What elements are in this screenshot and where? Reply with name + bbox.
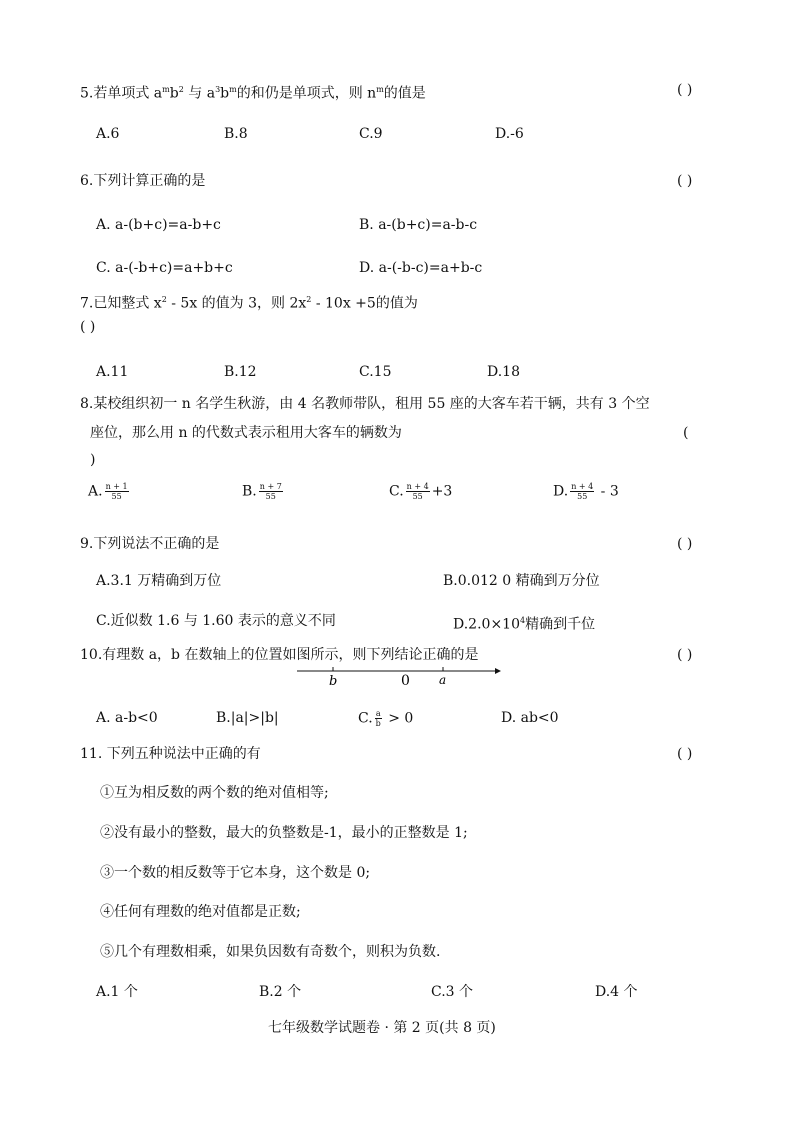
q5-option-b: B.8 <box>224 126 248 142</box>
q9-stem: 9.下列说法不正确的是 <box>80 536 220 552</box>
q6-option-d: D. a-(-b-c)=a+b-c <box>359 260 483 276</box>
q11-statement: ①互为相反数的两个数的绝对值相等; <box>100 785 329 801</box>
q9-answer-paren: ( ) <box>677 536 693 552</box>
q5-answer-paren: ( ) <box>677 82 693 98</box>
q7-option-b: B.12 <box>224 364 257 380</box>
q5-stem: 5.若单项式 $a^mb^2$ 与 $a^3b^m$的和仍是单项式，则 $n^m$的值是 <box>80 85 426 102</box>
q7-stem: 7.已知整式 $x^2 - 5x$ 的值为 3，则 $2x^2 - 10x +5$的值为 <box>80 295 418 312</box>
q9-option-b: B.0.012 0 精确到万分位 <box>443 573 600 589</box>
q8-paren-open: ( <box>683 425 689 441</box>
q7-option-c: C.15 <box>359 364 392 380</box>
q8-option-d: D. $\frac{n + 4}{55}$ - 3 <box>553 482 619 501</box>
q10-option-a: A. a-b<0 <box>96 710 158 726</box>
q7-option-d: D.18 <box>487 364 520 380</box>
q10-stem: 10.有理数 a，b 在数轴上的位置如图所示，则下列结论正确的是 <box>80 647 479 663</box>
q5-option-d: D.-6 <box>495 126 524 142</box>
label-a: a <box>439 673 447 687</box>
q9-option-a: A.3.1 万精确到万位 <box>96 573 222 589</box>
q8-option-c: C. $\frac{n + 4}{55}$ +3 <box>389 482 453 501</box>
q11-option-c: C.3 个 <box>431 984 474 1000</box>
q7-answer-paren: ( ) <box>80 319 96 335</box>
q10-option-d: D. ab<0 <box>501 710 559 726</box>
q11-statement: ③一个数的相反数等于它本身，这个数是 0; <box>100 865 371 881</box>
q11-option-b: B.2 个 <box>259 984 302 1000</box>
q9-option-d: $D.2.0\times 10^4$精确到千位 <box>453 616 596 633</box>
number-line-figure <box>295 664 505 688</box>
label-b: b <box>329 674 338 688</box>
q8-option-a: A. $\frac{n + 1}{55}$ <box>88 482 128 501</box>
q8-stem-line2: 座位，那么用 n 的代数式表示租用大客车的辆数为 <box>90 425 402 441</box>
q6-option-a: A. a-(b+c)=a-b+c <box>96 217 221 233</box>
q11-statement: ②没有最小的整数，最大的负整数是-1，最小的正整数是 1; <box>100 825 468 841</box>
number-line-arrow-icon <box>495 668 501 674</box>
q6-answer-paren: ( ) <box>677 173 693 189</box>
label-zero: 0 <box>401 673 410 688</box>
q8-paren-close: ) <box>90 452 96 468</box>
q8-stem-line1: 8.某校组织初一 n 名学生秋游，由 4 名教师带队，租用 55 座的大客车若干辆，共有 3 个空 <box>80 396 650 412</box>
q11-answer-paren: ( ) <box>677 746 693 762</box>
q5-option-a: A.6 <box>96 126 120 142</box>
q11-statement: ④任何有理数的绝对值都是正数; <box>100 904 301 920</box>
q10-answer-paren: ( ) <box>677 647 693 663</box>
q11-option-d: D.4 个 <box>595 984 638 1000</box>
q11-statement: ⑤几个有理数相乘，如果负因数有奇数个，则积为负数. <box>100 944 441 960</box>
page-footer: 七年级数学试题卷 · 第 2 页(共 8 页) <box>268 1020 496 1036</box>
q8-option-b: B. $\frac{n + 7}{55}$ <box>242 482 282 501</box>
q10-option-c: C. $\frac{a}{b}$ > 0 <box>358 709 414 728</box>
q6-option-c: C. a-(-b+c)=a+b+c <box>96 260 233 276</box>
q9-option-c: C.近似数 1.6 与 1.60 表示的意义不同 <box>96 613 336 629</box>
q11-stem: 11. 下列五种说法中正确的有 <box>80 746 261 762</box>
q6-option-b: B. a-(b+c)=a-b-c <box>359 217 478 233</box>
q6-stem: 6.下列计算正确的是 <box>80 173 206 189</box>
q10-option-b: B.|a|>|b| <box>216 710 279 726</box>
q7-option-a: A.11 <box>96 364 129 380</box>
q5-option-c: C.9 <box>359 126 383 142</box>
q11-option-a: A.1 个 <box>96 984 138 1000</box>
